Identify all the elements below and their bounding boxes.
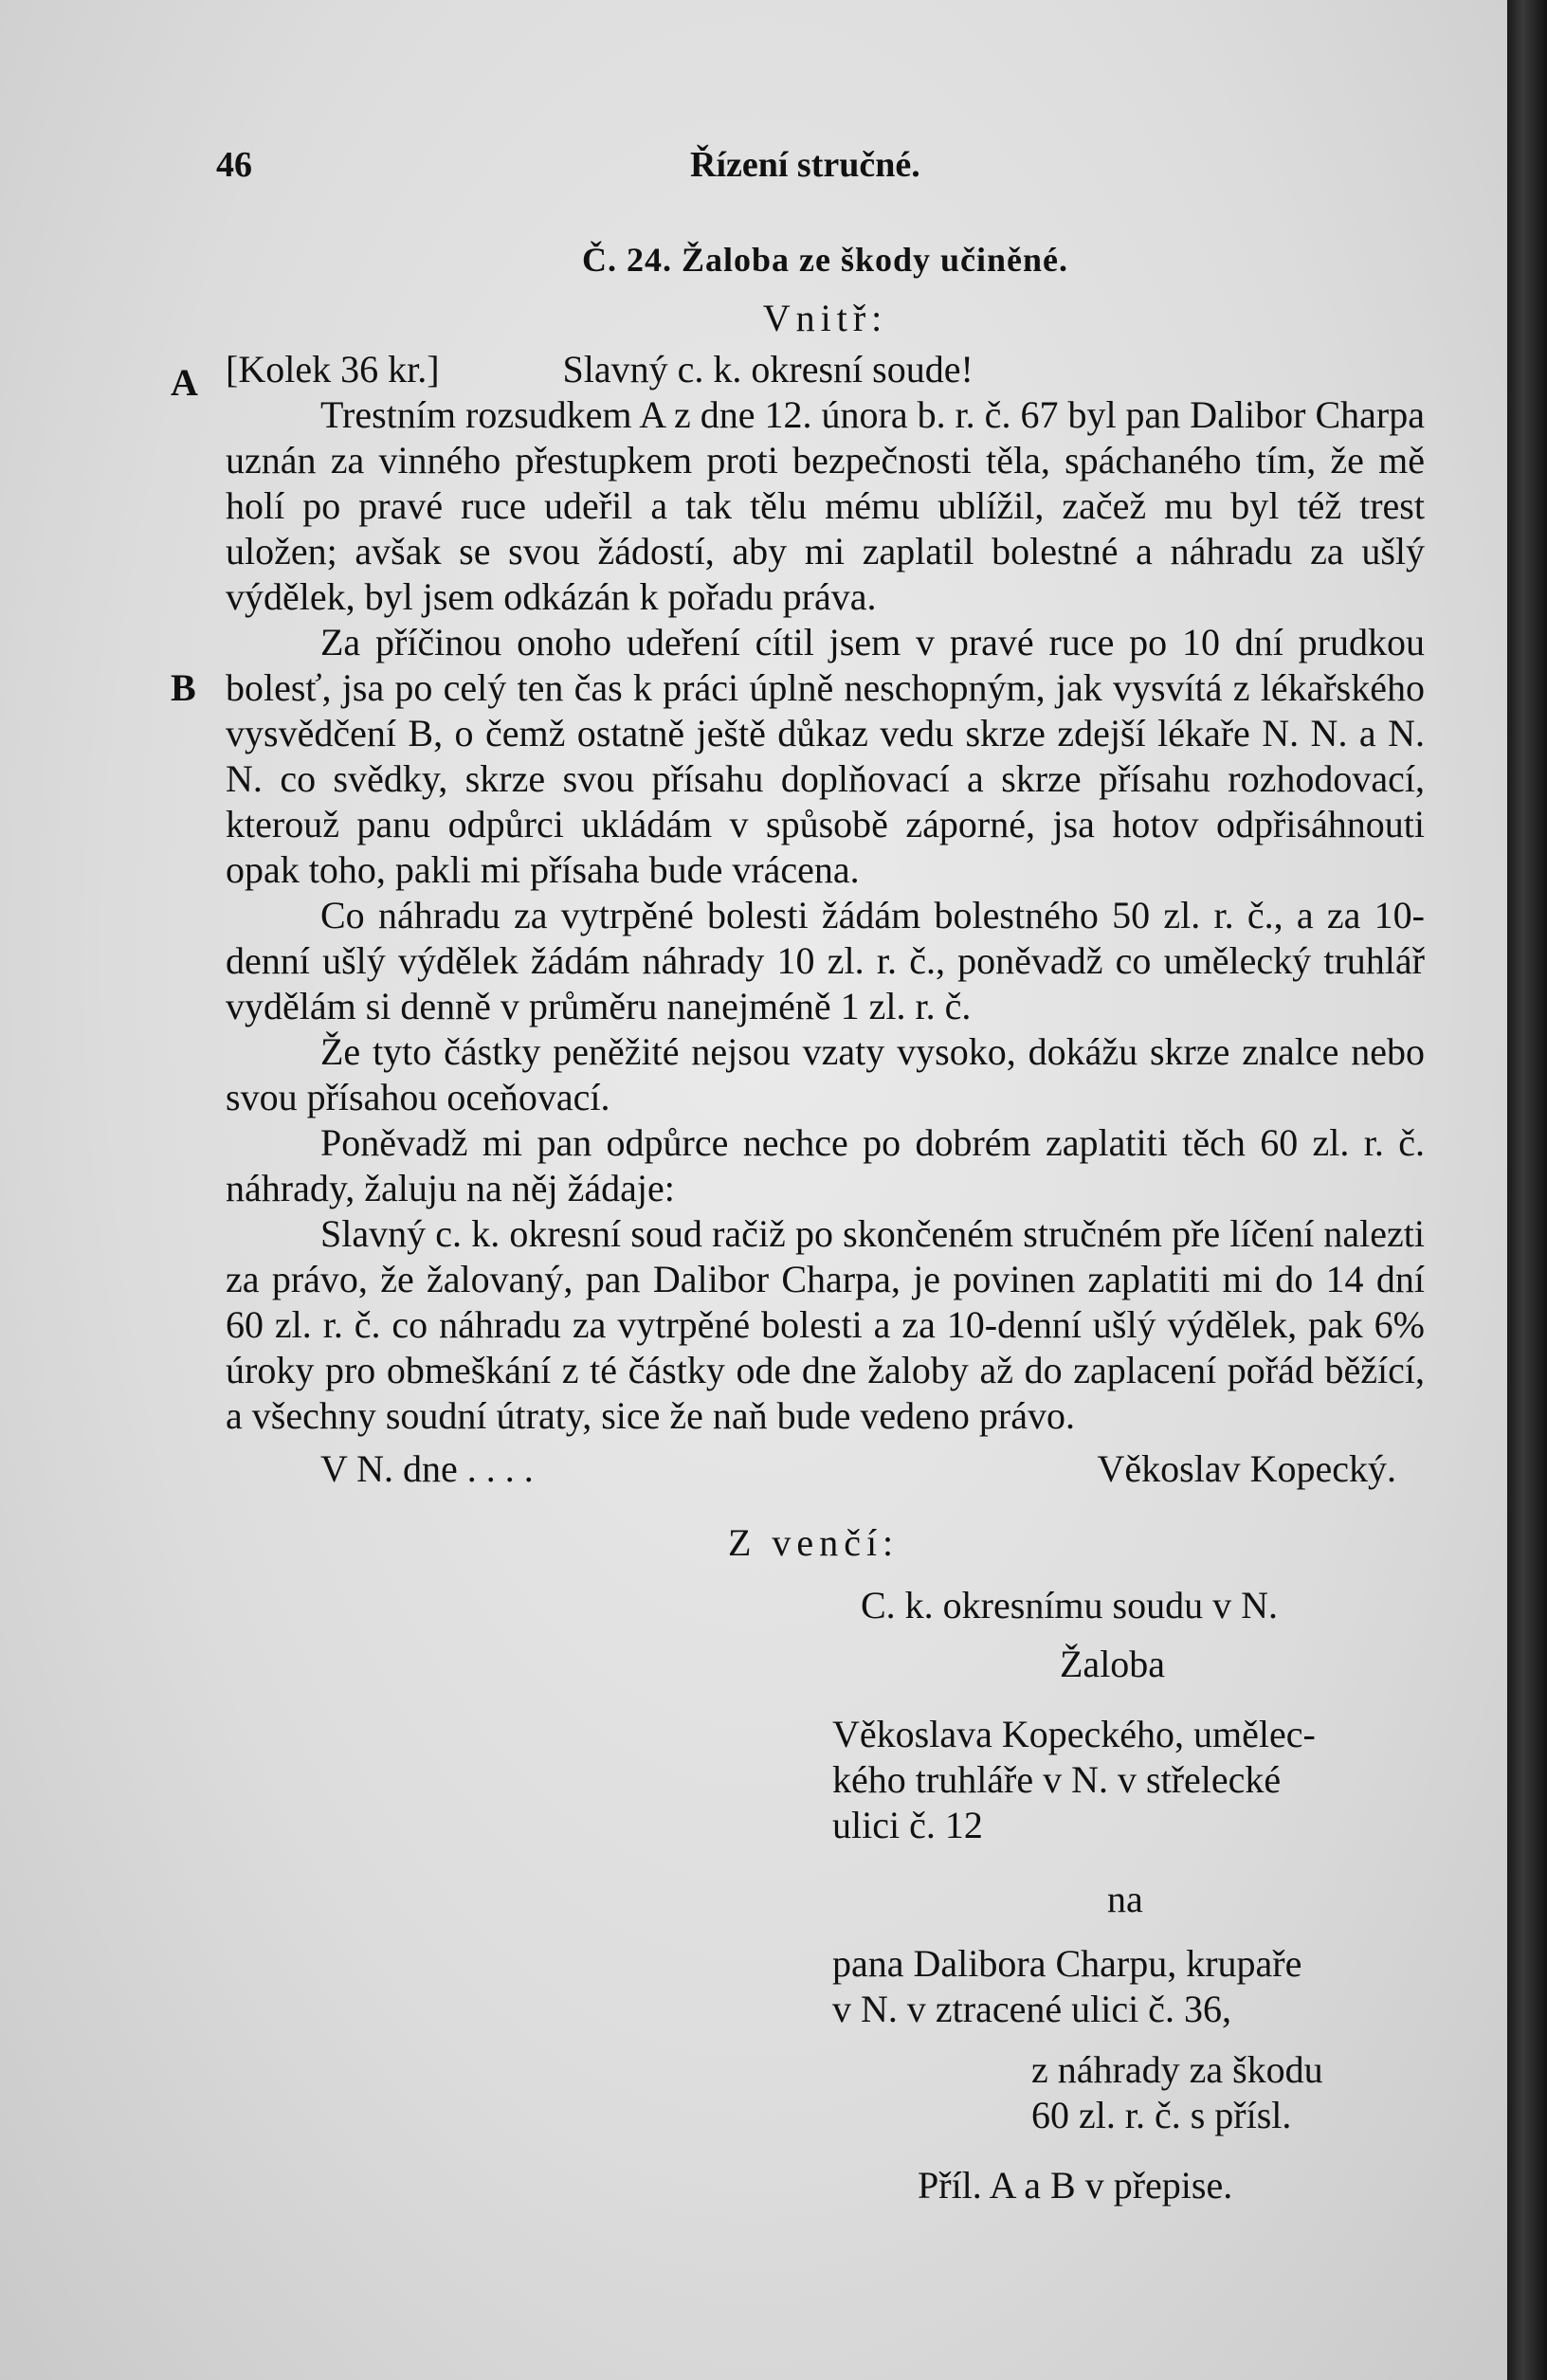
defendant-line: pana Dalibora Charpu, krupaře: [832, 1942, 1302, 1985]
stamp-row: [171, 347, 1425, 404]
stamp-text: [Kolek 36 kr.]: [226, 348, 440, 391]
page-content: [171, 142, 1425, 2208]
versus-word: na: [1107, 1878, 1143, 1920]
paragraph-2-row: [171, 620, 1425, 893]
paragraph-3: Co náhradu za vytrpěné bolesti žádám bolestného 50 zl. r. č., a za 10-denní ušlý výdělek žádám náhrady 10 zl. r. č., poněvadž co umělecký truhlář vydělám si denně v průměru nanejméně 1 zl. r. č.: [226, 894, 1425, 1027]
plaintiff-line: ulici č. 12: [832, 1804, 983, 1846]
marginal-note-a: A: [171, 361, 198, 404]
signature: Věkoslav Kopecký.: [1097, 1447, 1396, 1490]
salutation: Slavný c. k. okresní soude!: [562, 348, 974, 391]
paragraph-4: Že tyto částky peněžité nejsou vzaty vysoko, dokážu skrze znalce nebo svou přísahou oceňovací.: [226, 1030, 1425, 1118]
paragraph-1: Trestním rozsudkem A z dne 12. února b. r. č. 67 byl pan Dalibor Charpa uznán za vinného přestupkem proti bezpečnosti těla, spáchaného tím, že mě holí po pravé ruce udeřil a tak tělu mému ublížil, začež mu byl též trest uložen; avšak se svou žádostí, aby mi zaplatil bolestné a náhradu za ušlý výdělek, byl jsem odkázán k pořadu práva.: [226, 393, 1425, 618]
defendant-line: v N. v ztracené ulici č. 36,: [832, 1988, 1231, 2030]
plaintiff-line: kého truhláře v N. v střelecké: [832, 1758, 1282, 1801]
inside-label: Vnitř:: [762, 297, 888, 339]
page-number: 46: [216, 145, 252, 185]
paragraph-5: Poněvadž mi pan odpůrce nechce po dobrém zaplatiti těch 60 zl. r. č. náhrady, žaluju na něj žádaje:: [226, 1121, 1425, 1209]
marginal-note-b: B: [171, 666, 196, 709]
claim-block: [1031, 2047, 1425, 2138]
running-header: [216, 142, 1425, 199]
place-date: V N. dne . . . .: [320, 1447, 534, 1490]
form-title: Č. 24. Žaloba ze škody učiněné.: [581, 241, 1069, 279]
paragraph-6: Slavný c. k. okresní soud račiž po skončeném stručném pře líčení nalezti za právo, že žalovaný, pan Dalibor Charpa, je povinen zaplatiti mi do 14 dní 60 zl. r. č. co náhradu za vytrpěné bolesti a za 10-denní ušlý výdělek, pak 6% úroky pro obmeškání z té částky ode dne žaloby až do zaplacení pořád běžící, a všechny soudní útraty, sice že naň bude vedeno právo.: [226, 1212, 1425, 1437]
court-address: C. k. okresnímu soudu v N.: [861, 1584, 1278, 1626]
outside-label: Z venčí:: [728, 1521, 900, 1564]
plaintiff-block: [832, 1712, 1425, 1848]
running-title: Řízení stručné.: [690, 145, 920, 185]
attachments-note: Příl. A a B v přepise.: [918, 2164, 1233, 2207]
claim-line: 60 zl. r. č. s přísl.: [1031, 2094, 1292, 2136]
signature-line: [226, 1446, 1425, 1492]
paragraph-2: Za příčinou onoho udeření cítil jsem v pravé ruce po 10 dní prudkou bolesť, jsa po celý ten čas k práci úplně neschopným, jak vysvítá z lékařského vysvědčení B, o čemž ostatně ještě důkaz vedu skrze zdejší lékaře N. N. a N. N. co svědky, skrze svou přísahu doplňovací a skrze přísahu rozhodovací, kterouž panu odpůrci ukládám v spůsobě záporné, jsa hotov odpřisáhnouti opak toho, pakli mi přísaha bude vrácena.: [226, 621, 1425, 891]
plaintiff-line: Věkoslava Kopeckého, umělec-: [832, 1713, 1316, 1755]
claim-line: z náhrady za škodu: [1031, 2048, 1323, 2091]
document-type: Žaloba: [1060, 1643, 1166, 1685]
book-edge: [1507, 0, 1547, 2380]
defendant-block: [832, 1941, 1425, 2032]
